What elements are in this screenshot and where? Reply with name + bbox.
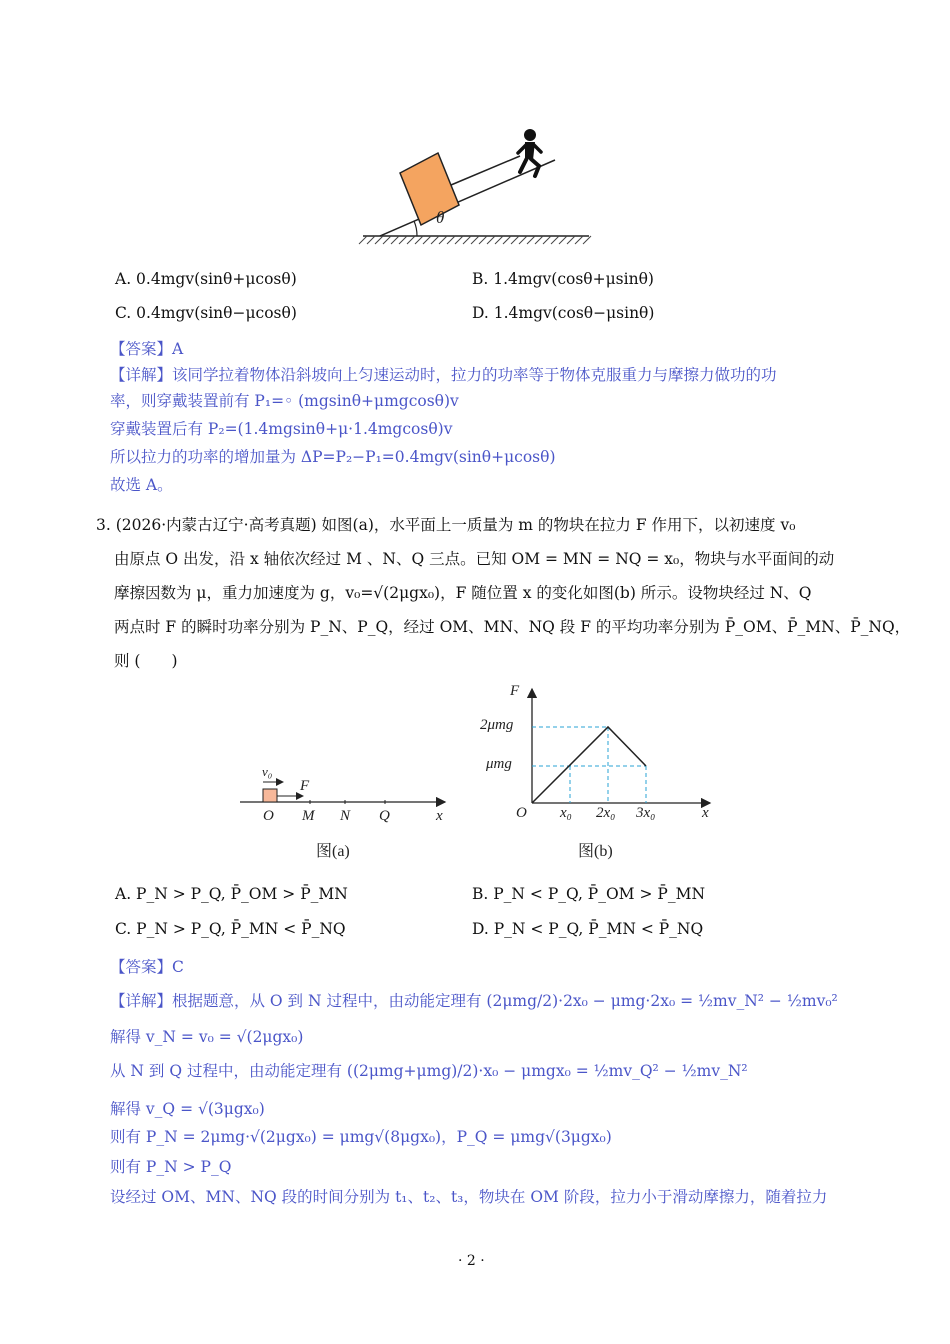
force-curve	[532, 727, 646, 803]
person-icon	[518, 129, 541, 176]
q2-detail-4: 所以拉力的功率的增加量为 ΔP=P₂−P₁=0.4mgv(sinθ+μcosθ)	[110, 448, 556, 466]
fig-a-caption: 图(a)	[316, 843, 350, 860]
angle-label: θ	[436, 208, 445, 227]
fig-b-x0: x₀	[560, 805, 572, 821]
q2-option-d: D. 1.4mgv(cosθ−μsinθ)	[472, 304, 655, 322]
fig-b-F: F	[510, 683, 520, 699]
fig-b-x: x	[702, 805, 709, 821]
q3-stem-5: 则 ( )	[114, 652, 178, 670]
q3-detail-5: 则有 P_N = 2μmg·√(2μgx₀) = μmg√(8μgx₀)，P_Q = μmg√(3μgx₀)	[110, 1128, 612, 1146]
fig-a-O: O	[263, 808, 274, 824]
q3-detail-4: 解得 v_Q = √(3μgx₀)	[110, 1100, 265, 1118]
q3-option-a: A. P_N > P_Q, P̄_OM > P̄_MN	[115, 885, 348, 903]
q2-detail-2: 率，则穿戴装置前有 P₁=◦ (mgsinθ+μmgcosθ)v	[110, 392, 459, 410]
block-box	[400, 153, 459, 225]
q2-detail-5: 故选 A。	[110, 476, 173, 494]
q3-detail-1: 【详解】根据题意，从 O 到 N 过程中，由动能定理有 (2μmg/2)·2x₀ − μmg·2x₀ = ½mv_N² − ½mv₀²	[110, 992, 838, 1010]
incline-figure	[355, 120, 595, 255]
block-a	[263, 789, 277, 802]
fig-b-umg: μmg	[486, 756, 512, 772]
fig-b-O: O	[516, 805, 527, 821]
q2-answer: 【答案】A	[110, 340, 184, 358]
q2-option-c: C. 0.4mgv(sinθ−μcosθ)	[115, 304, 297, 322]
q3-stem-2: 由原点 O 出发，沿 x 轴依次经过 M 、N、Q 三点。已知 OM = MN = NQ = x₀，物块与水平面间的动	[114, 550, 835, 568]
q2-option-a: A. 0.4mgv(sinθ+μcosθ)	[115, 270, 297, 288]
q2-detail-3: 穿戴装置后有 P₂=(1.4mgsinθ+μ·1.4mgcosθ)v	[110, 420, 453, 438]
q3-option-b: B. P_N < P_Q, P̄_OM > P̄_MN	[472, 885, 706, 903]
q3-detail-3: 从 N 到 Q 过程中，由动能定理有 ((2μmg+μmg)/2)·x₀ − μmgx₀ = ½mv_Q² − ½mv_N²	[110, 1062, 748, 1080]
q2-option-b: B. 1.4mgv(cosθ+μsinθ)	[472, 270, 654, 288]
fig-a-M: M	[302, 808, 315, 824]
q3-stem-1: 3. (2026·内蒙古辽宁·高考真题) 如图(a)，水平面上一质量为 m 的物块在拉力 F 作用下，以初速度 v₀	[96, 516, 796, 534]
fig-a-v0: v₀	[262, 764, 273, 779]
q3-detail-2: 解得 v_N = v₀ = √(2μgx₀)	[110, 1028, 304, 1046]
fig-a-N: N	[340, 808, 351, 824]
fig-b-3x0: 3x₀	[636, 805, 656, 821]
q3-stem-3: 摩擦因数为 μ，重力加速度为 g，v₀=√(2μgx₀)，F 随位置 x 的变化如图(b) 所示。设物块经过 N、Q	[114, 584, 812, 602]
q3-option-c: C. P_N > P_Q, P̄_MN < P̄_NQ	[115, 920, 346, 938]
fig-b-2x0: 2x₀	[596, 805, 616, 821]
fig-a-Q: Q	[379, 808, 390, 824]
q3-stem-4: 两点时 F 的瞬时功率分别为 P_N、P_Q，经过 OM、MN、NQ 段 F 的平均功率分别为 P̄_OM、P̄_MN、P̄_NQ，	[114, 618, 911, 636]
q3-answer: 【答案】C	[110, 958, 184, 976]
figure-b	[520, 685, 720, 810]
page-number: · 2 ·	[458, 1253, 485, 1269]
fig-b-2umg: 2μmg	[480, 717, 514, 733]
q2-detail-1: 【详解】该同学拉着物体沿斜坡向上匀速运动时，拉力的功率等于物体克服重力与摩擦力做功的功	[110, 366, 777, 384]
fig-b-caption: 图(b)	[578, 843, 613, 860]
fig-a-F: F	[300, 778, 310, 794]
q3-detail-7: 设经过 OM、MN、NQ 段的时间分别为 t₁、t₂、t₃，物块在 OM 阶段，拉力小于滑动摩擦力，随着拉力	[110, 1188, 828, 1206]
fig-a-x: x	[436, 808, 443, 824]
q3-detail-6: 则有 P_N > P_Q	[110, 1158, 232, 1176]
q3-option-d: D. P_N < P_Q, P̄_MN < P̄_NQ	[472, 920, 704, 938]
